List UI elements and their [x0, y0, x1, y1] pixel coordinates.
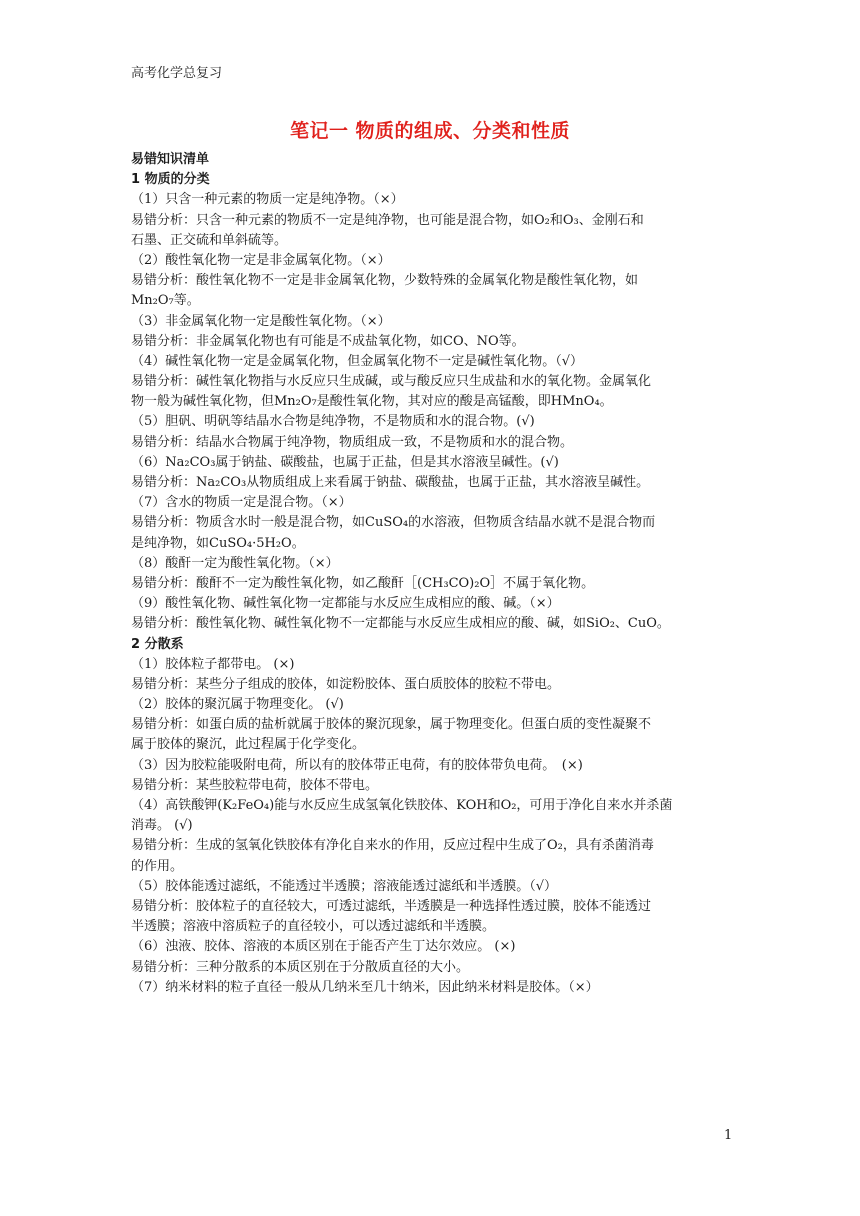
text-line: （9）酸性氧化物、碱性氧化物一定都能与水反应生成相应的酸、碱。（×）: [131, 596, 560, 612]
text-line: （5）胶体能透过滤纸，不能透过半透膜；溶液能透过滤纸和半透膜。（√）: [131, 878, 558, 894]
text-line: 易错分析：非金属氧化物也有可能是不成盐氧化物，如CO、NO等。: [131, 333, 525, 349]
text-line: （6）Na₂CO₃属于钠盐、碳酸盐，也属于正盐，但是其水溶液呈碱性。(√): [131, 454, 559, 470]
text-line: 易错分析：酸性氧化物、碱性氧化物不一定都能与水反应生成相应的酸、碱，如SiO₂、CuO。: [131, 616, 670, 632]
section-heading: 2 分散系: [131, 636, 184, 652]
text-line: 易错分析：物质含水时一般是混合物，如CuSO₄的水溶液，但物质含结晶水就不是混合物而: [131, 515, 656, 531]
text-line: 易错分析：胶体粒子的直径较大，可透过滤纸，半透膜是一种选择性透过膜，胶体不能透过: [131, 898, 652, 914]
text-line: （3）因为胶粒能吸附电荷，所以有的胶体带正电荷，有的胶体带负电荷。 (×): [131, 757, 583, 773]
text-line: 易错分析：某些分子组成的胶体，如淀粉胶体、蛋白质胶体的胶粒不带电。: [131, 676, 561, 692]
section-heading: 易错知识清单: [131, 152, 210, 167]
text-line: （1）胶体粒子都带电。 (×): [131, 656, 295, 672]
text-line: 易错分析：生成的氢氧化铁胶体有净化自来水的作用，反应过程中生成了O₂，具有杀菌消毒: [131, 838, 654, 854]
section-heading: 1 物质的分类: [131, 172, 210, 188]
text-line: 易错分析：Na₂CO₃从物质组成上来看属于钠盐、碳酸盐，也属于正盐，其水溶液呈碱性。: [131, 475, 650, 490]
text-line: 易错分析：酸酐不一定为酸性氧化物，如乙酸酐［(CH₃CO)₂O］不属于氧化物。: [131, 575, 595, 591]
text-line: 石墨、正交硫和单斜硫等。: [131, 232, 288, 248]
text-line: （7）含水的物质一定是混合物。（×）: [131, 495, 352, 511]
text-line: （8）酸酐一定为酸性氧化物。（×）: [131, 555, 339, 571]
text-line: 易错分析：三种分散系的本质区别在于分散质直径的大小。: [131, 959, 470, 975]
text-line: （2）胶体的聚沉属于物理变化。 (√): [131, 697, 344, 713]
text-line: 的作用。: [131, 858, 184, 874]
text-line: （2）酸性氧化物一定是非金属氧化物。（×）: [131, 252, 391, 268]
text-line: （7）纳米材料的粒子直径一般从几纳米至几十纳米，因此纳米材料是胶体。（×）: [131, 979, 599, 995]
document-body: [131, 150, 731, 998]
text-line: 是纯净物，如CuSO₄·5H₂O。: [131, 535, 305, 551]
text-line: 易错分析：如蛋白质的盐析就属于胶体的聚沉现象，属于物理变化。但蛋白质的变性凝聚不: [131, 717, 652, 733]
text-line: （5）胆矾、明矾等结晶水合物是纯净物，不是物质和水的混合物。(√): [131, 414, 535, 430]
text-line: 物一般为碱性氧化物，但Mn₂O₇是酸性氧化物，其对应的酸是高锰酸，即HMnO₄。: [131, 394, 613, 410]
text-line: 易错分析：结晶水合物属于纯净物，物质组成一致，不是物质和水的混合物。: [131, 434, 574, 450]
text-line: Mn₂O₇等。: [131, 293, 200, 309]
text-line: 易错分析：只含一种元素的物质不一定是纯净物，也可能是混合物，如O₂和O₃、金刚石和: [131, 212, 644, 228]
text-line: （6）浊液、胶体、溶液的本质区别在于能否产生丁达尔效应。 (×): [131, 939, 516, 955]
page-header: 高考化学总复习: [131, 66, 223, 81]
text-line: 易错分析：碱性氧化物指与水反应只生成碱，或与酸反应只生成盐和水的氧化物。金属氧化: [131, 374, 652, 390]
text-line: 半透膜；溶液中溶质粒子的直径较小，可以透过滤纸和半透膜。: [131, 919, 496, 935]
text-line: （4）碱性氧化物一定是金属氧化物，但金属氧化物不一定是碱性氧化物。（√）: [131, 353, 584, 369]
text-line: （4）高铁酸钾(K₂FeO₄)能与水反应生成氢氧化铁胶体、KOH和O₂，可用于净化自来水并杀菌: [131, 798, 673, 813]
text-line: 属于胶体的聚沉，此过程属于化学变化。: [131, 737, 366, 753]
page-title: 笔记一 物质的组成、分类和性质: [289, 120, 571, 142]
text-line: （3）非金属氧化物一定是酸性氧化物。（×）: [131, 313, 391, 329]
text-line: （1）只含一种元素的物质一定是纯净物。（×）: [131, 192, 404, 208]
text-line: 易错分析：酸性氧化物不一定是非金属氧化物，少数特殊的金属氧化物是酸性氧化物，如: [131, 273, 639, 289]
text-line: 消毒。 (√): [131, 818, 193, 834]
page-number: 1: [724, 1128, 733, 1143]
text-line: 易错分析：某些胶粒带电荷，胶体不带电。: [131, 777, 379, 793]
